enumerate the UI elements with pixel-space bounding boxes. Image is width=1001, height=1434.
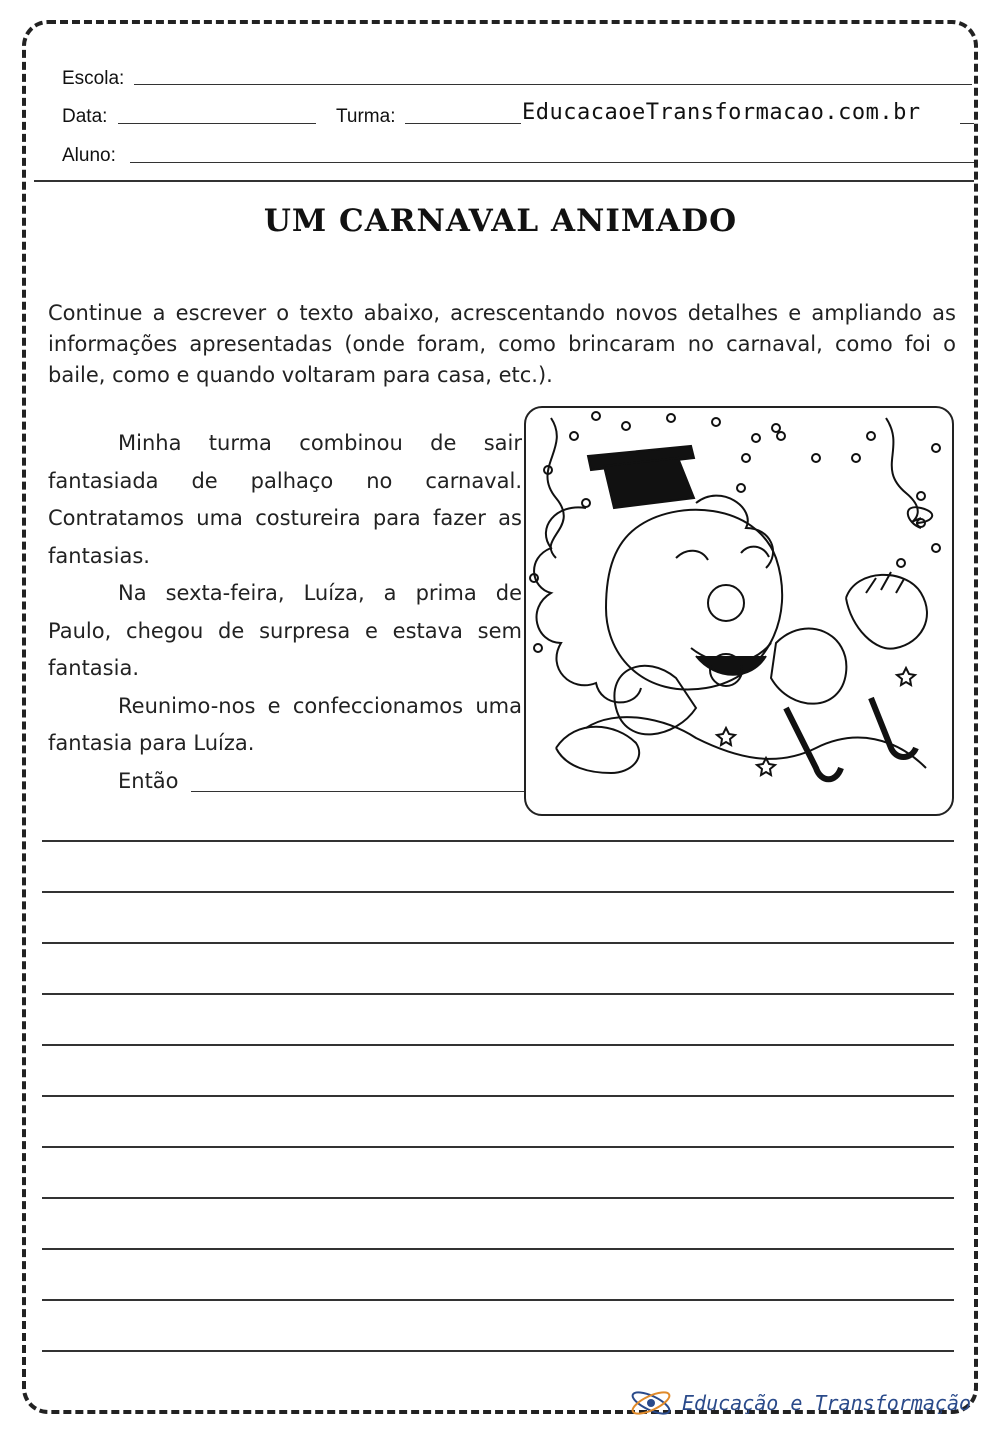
writing-line[interactable] xyxy=(42,840,954,842)
writing-line[interactable] xyxy=(42,1146,954,1148)
writing-line[interactable] xyxy=(42,942,954,944)
data-label: Data: xyxy=(62,106,108,127)
clown-icon xyxy=(526,408,952,814)
atom-logo-icon xyxy=(628,1386,674,1420)
writing-line[interactable] xyxy=(42,1299,954,1301)
writing-line[interactable] xyxy=(42,1350,954,1352)
story-paragraph-3: Reunimo-nos e confeccionamos uma fantasia para Luíza. xyxy=(48,693,522,755)
turma-field-end xyxy=(960,123,974,124)
writing-line[interactable] xyxy=(42,891,954,893)
writing-line[interactable] xyxy=(42,1044,954,1046)
turma-field[interactable] xyxy=(405,123,521,124)
story-paragraph-1: Minha turma combinou de sair fantasiada de palhaço no carnaval. Contratamos uma costureira para fazer as fantasias. xyxy=(48,431,522,568)
continuation-row xyxy=(48,763,522,801)
escola-field[interactable] xyxy=(134,84,972,85)
writing-line[interactable] xyxy=(42,1197,954,1199)
page-title: UM CARNAVAL ANIMADO xyxy=(263,203,738,239)
story-text xyxy=(48,425,522,800)
aluno-label: Aluno: xyxy=(62,145,116,166)
continuation-word: Então xyxy=(118,768,179,793)
escola-label: Escola: xyxy=(62,68,125,89)
writing-line[interactable] xyxy=(42,1095,954,1097)
clown-illustration xyxy=(524,406,954,816)
writing-line[interactable] xyxy=(42,993,954,995)
aluno-field[interactable] xyxy=(130,162,974,163)
continuation-line[interactable] xyxy=(191,791,532,792)
turma-label: Turma: xyxy=(336,106,396,127)
data-field[interactable] xyxy=(118,123,316,124)
instructions: Continue a escrever o texto abaixo, acrescentando novos detalhes e ampliando as informações apresentadas (onde foram, como brincaram no carnaval, como foi o baile, como e quando voltaram para casa, etc.). xyxy=(48,301,956,387)
site-url: EducacaoeTransformacao.com.br xyxy=(522,100,921,125)
header-separator xyxy=(34,180,974,182)
story-paragraph-2: Na sexta-feira, Luíza, a prima de Paulo, chegou de surpresa e estava sem fantasia. xyxy=(48,581,522,680)
footer-brand-text: Educação e Transformação xyxy=(682,1391,971,1415)
writing-line[interactable] xyxy=(42,1248,954,1250)
footer-brand xyxy=(628,1386,971,1420)
